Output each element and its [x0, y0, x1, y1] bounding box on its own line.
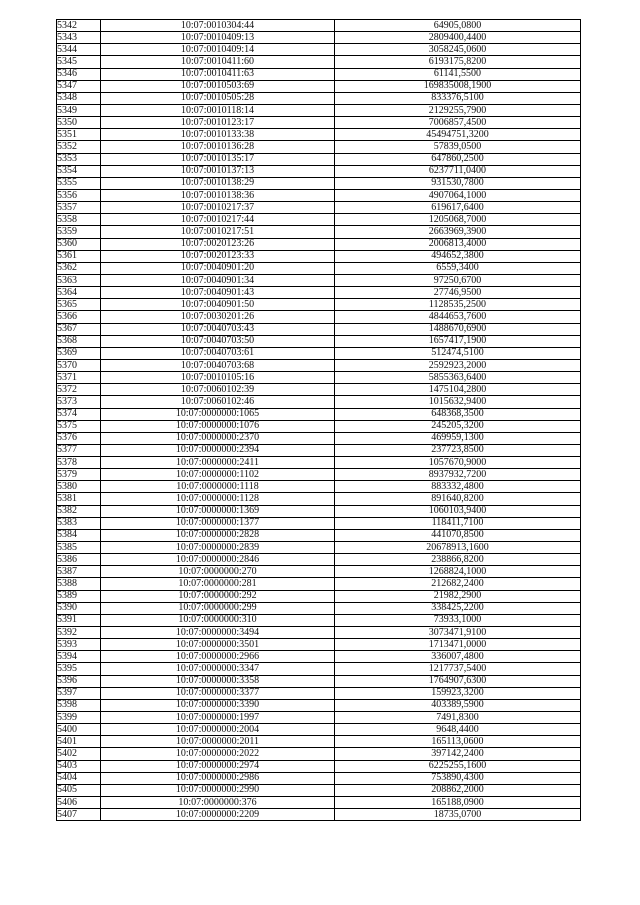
value-cell: 1217737,5400: [335, 663, 581, 675]
row-number-cell: 5347: [57, 80, 101, 92]
value-cell: 27746,9500: [335, 287, 581, 299]
table-row: [57, 712, 581, 724]
table-row: [57, 238, 581, 250]
table-row: [57, 432, 581, 444]
value-cell: 1657417,1900: [335, 335, 581, 347]
value-cell: 1488670,6900: [335, 323, 581, 335]
row-number-cell: 5359: [57, 226, 101, 238]
table-row: [57, 663, 581, 675]
cadastral-number-cell: 10:07:0010409:14: [101, 44, 335, 56]
cadastral-number-cell: 10:07:0040901:20: [101, 262, 335, 274]
table-row: [57, 274, 581, 286]
table-row: [57, 311, 581, 323]
table-row: [57, 323, 581, 335]
table-row: [57, 56, 581, 68]
value-cell: 6237711,0400: [335, 165, 581, 177]
value-cell: 57839,0500: [335, 141, 581, 153]
table-body: [57, 20, 581, 821]
cadastral-number-cell: 10:07:0060102:39: [101, 384, 335, 396]
value-cell: 441070,8500: [335, 529, 581, 541]
row-number-cell: 5372: [57, 384, 101, 396]
table-row: [57, 335, 581, 347]
table-row: [57, 141, 581, 153]
row-number-cell: 5395: [57, 663, 101, 675]
cadastral-number-cell: 10:07:0010135:17: [101, 153, 335, 165]
row-number-cell: 5371: [57, 372, 101, 384]
value-cell: 338425,2200: [335, 602, 581, 614]
table-row: [57, 32, 581, 44]
table-row: [57, 250, 581, 262]
row-number-cell: 5378: [57, 457, 101, 469]
cadastral-number-cell: 10:07:0000000:2839: [101, 542, 335, 554]
row-number-cell: 5386: [57, 554, 101, 566]
row-number-cell: 5402: [57, 748, 101, 760]
row-number-cell: 5349: [57, 104, 101, 116]
table-row: [57, 44, 581, 56]
table-row: [57, 699, 581, 711]
row-number-cell: 5350: [57, 117, 101, 129]
value-cell: 1205068,7000: [335, 214, 581, 226]
table-row: [57, 809, 581, 821]
value-cell: 1764907,6300: [335, 675, 581, 687]
row-number-cell: 5351: [57, 129, 101, 141]
table-row: [57, 202, 581, 214]
table-row: [57, 214, 581, 226]
row-number-cell: 5380: [57, 481, 101, 493]
cadastral-number-cell: 10:07:0040901:34: [101, 274, 335, 286]
table-row: [57, 129, 581, 141]
cadastral-number-cell: 10:07:0010133:38: [101, 129, 335, 141]
value-cell: 403389,5900: [335, 699, 581, 711]
row-number-cell: 5375: [57, 420, 101, 432]
table-row: [57, 614, 581, 626]
value-cell: 1057670,9000: [335, 457, 581, 469]
cadastral-number-cell: 10:07:0010118:14: [101, 104, 335, 116]
cadastral-number-cell: 10:07:0000000:1997: [101, 712, 335, 724]
cadastral-number-cell: 10:07:0040703:43: [101, 323, 335, 335]
cadastral-number-cell: 10:07:0000000:3501: [101, 639, 335, 651]
row-number-cell: 5370: [57, 359, 101, 371]
cadastral-number-cell: 10:07:0000000:2846: [101, 554, 335, 566]
cadastral-number-cell: 10:07:0010411:63: [101, 68, 335, 80]
cadastral-number-cell: 10:07:0000000:1128: [101, 493, 335, 505]
cadastral-number-cell: 10:07:0000000:3390: [101, 699, 335, 711]
cadastral-number-cell: 10:07:0000000:3377: [101, 687, 335, 699]
row-number-cell: 5343: [57, 32, 101, 44]
table-row: [57, 80, 581, 92]
value-cell: 6193175,8200: [335, 56, 581, 68]
row-number-cell: 5344: [57, 44, 101, 56]
value-cell: 1475104,2800: [335, 384, 581, 396]
table-row: [57, 590, 581, 602]
table-row: [57, 359, 581, 371]
cadastral-number-cell: 10:07:0010217:37: [101, 202, 335, 214]
table-row: [57, 104, 581, 116]
cadastral-number-cell: 10:07:0000000:2209: [101, 809, 335, 821]
row-number-cell: 5391: [57, 614, 101, 626]
table-row: [57, 469, 581, 481]
value-cell: 494652,3800: [335, 250, 581, 262]
cadastral-number-cell: 10:07:0010503:69: [101, 80, 335, 92]
value-cell: 237723,8500: [335, 444, 581, 456]
table-row: [57, 748, 581, 760]
table-row: [57, 554, 581, 566]
cadastral-number-cell: 10:07:0000000:299: [101, 602, 335, 614]
cadastral-number-cell: 10:07:0020123:33: [101, 250, 335, 262]
value-cell: 238866,8200: [335, 554, 581, 566]
row-number-cell: 5381: [57, 493, 101, 505]
cadastral-number-cell: 10:07:0000000:2411: [101, 457, 335, 469]
table-row: [57, 189, 581, 201]
cadastral-number-cell: 10:07:0000000:1065: [101, 408, 335, 420]
cadastral-number-cell: 10:07:0030201:26: [101, 311, 335, 323]
value-cell: 169835008,1900: [335, 80, 581, 92]
table-row: [57, 287, 581, 299]
value-cell: 4844653,7600: [335, 311, 581, 323]
row-number-cell: 5364: [57, 287, 101, 299]
value-cell: 1713471,0000: [335, 639, 581, 651]
value-cell: 397142,2400: [335, 748, 581, 760]
row-number-cell: 5389: [57, 590, 101, 602]
value-cell: 97250,6700: [335, 274, 581, 286]
table-row: [57, 651, 581, 663]
value-cell: 9648,4400: [335, 724, 581, 736]
cadastral-number-cell: 10:07:0010411:60: [101, 56, 335, 68]
cadastral-number-cell: 10:07:0000000:310: [101, 614, 335, 626]
row-number-cell: 5353: [57, 153, 101, 165]
value-cell: 469959,1300: [335, 432, 581, 444]
row-number-cell: 5348: [57, 92, 101, 104]
cadastral-number-cell: 10:07:0010304:44: [101, 20, 335, 32]
table-row: [57, 542, 581, 554]
cadastral-number-cell: 10:07:0000000:3494: [101, 627, 335, 639]
value-cell: 833376,5100: [335, 92, 581, 104]
value-cell: 883332,4800: [335, 481, 581, 493]
value-cell: 647860,2500: [335, 153, 581, 165]
value-cell: 753890,4300: [335, 772, 581, 784]
value-cell: 336007,4800: [335, 651, 581, 663]
cadastral-number-cell: 10:07:0010138:36: [101, 189, 335, 201]
value-cell: 619617,6400: [335, 202, 581, 214]
table-row: [57, 153, 581, 165]
row-number-cell: 5362: [57, 262, 101, 274]
row-number-cell: 5388: [57, 578, 101, 590]
cadastral-number-cell: 10:07:0040703:50: [101, 335, 335, 347]
table-row: [57, 226, 581, 238]
table-row: [57, 505, 581, 517]
cadastral-number-cell: 10:07:0000000:2990: [101, 784, 335, 796]
cadastral-number-cell: 10:07:0000000:2011: [101, 736, 335, 748]
row-number-cell: 5367: [57, 323, 101, 335]
value-cell: 2663969,3900: [335, 226, 581, 238]
value-cell: 165113,0600: [335, 736, 581, 748]
table-row: [57, 784, 581, 796]
cadastral-number-cell: 10:07:0010137:13: [101, 165, 335, 177]
table-row: [57, 724, 581, 736]
value-cell: 18735,0700: [335, 809, 581, 821]
table-row: [57, 602, 581, 614]
table-row: [57, 117, 581, 129]
value-cell: 159923,3200: [335, 687, 581, 699]
row-number-cell: 5392: [57, 627, 101, 639]
table-row: [57, 396, 581, 408]
row-number-cell: 5393: [57, 639, 101, 651]
cadastral-number-cell: 10:07:0000000:1076: [101, 420, 335, 432]
row-number-cell: 5369: [57, 347, 101, 359]
value-cell: 8937932,7200: [335, 469, 581, 481]
row-number-cell: 5342: [57, 20, 101, 32]
table-row: [57, 165, 581, 177]
cadastral-number-cell: 10:07:0000000:270: [101, 566, 335, 578]
row-number-cell: 5405: [57, 784, 101, 796]
row-number-cell: 5397: [57, 687, 101, 699]
table-row: [57, 444, 581, 456]
value-cell: 245205,3200: [335, 420, 581, 432]
value-cell: 1015632,9400: [335, 396, 581, 408]
value-cell: 208862,2000: [335, 784, 581, 796]
cadastral-number-cell: 10:07:0000000:2966: [101, 651, 335, 663]
table-row: [57, 687, 581, 699]
row-number-cell: 5383: [57, 517, 101, 529]
table-row: [57, 481, 581, 493]
cadastral-number-cell: 10:07:0060102:46: [101, 396, 335, 408]
row-number-cell: 5354: [57, 165, 101, 177]
value-cell: 512474,5100: [335, 347, 581, 359]
cadastral-number-cell: 10:07:0000000:376: [101, 797, 335, 809]
row-number-cell: 5404: [57, 772, 101, 784]
value-cell: 165188,0900: [335, 797, 581, 809]
cadastral-number-cell: 10:07:0040901:50: [101, 299, 335, 311]
table-row: [57, 493, 581, 505]
row-number-cell: 5406: [57, 797, 101, 809]
cadastral-number-cell: 10:07:0000000:1102: [101, 469, 335, 481]
table-row: [57, 760, 581, 772]
value-cell: 7006857,4500: [335, 117, 581, 129]
row-number-cell: 5365: [57, 299, 101, 311]
table-row: [57, 797, 581, 809]
table-row: [57, 177, 581, 189]
value-cell: 931530,7800: [335, 177, 581, 189]
cadastral-number-cell: 10:07:0000000:2828: [101, 529, 335, 541]
row-number-cell: 5382: [57, 505, 101, 517]
cadastral-number-cell: 10:07:0010505:28: [101, 92, 335, 104]
cadastral-number-cell: 10:07:0010136:28: [101, 141, 335, 153]
cadastral-number-cell: 10:07:0040901:43: [101, 287, 335, 299]
value-cell: 21982,2900: [335, 590, 581, 602]
value-cell: 3058245,0600: [335, 44, 581, 56]
value-cell: 2006813,4000: [335, 238, 581, 250]
table-row: [57, 299, 581, 311]
cadastral-number-cell: 10:07:0010409:13: [101, 32, 335, 44]
value-cell: 1060103,9400: [335, 505, 581, 517]
cadastral-number-cell: 10:07:0040703:61: [101, 347, 335, 359]
cadastral-value-table: [56, 19, 581, 821]
row-number-cell: 5396: [57, 675, 101, 687]
table-row: [57, 675, 581, 687]
cadastral-number-cell: 10:07:0000000:2974: [101, 760, 335, 772]
row-number-cell: 5398: [57, 699, 101, 711]
table-row: [57, 517, 581, 529]
value-cell: 1128535,2500: [335, 299, 581, 311]
cadastral-number-cell: 10:07:0010123:17: [101, 117, 335, 129]
row-number-cell: 5346: [57, 68, 101, 80]
value-cell: 2592923,2000: [335, 359, 581, 371]
cadastral-number-cell: 10:07:0000000:1377: [101, 517, 335, 529]
table-row: [57, 457, 581, 469]
row-number-cell: 5368: [57, 335, 101, 347]
row-number-cell: 5376: [57, 432, 101, 444]
cadastral-number-cell: 10:07:0020123:26: [101, 238, 335, 250]
cadastral-number-cell: 10:07:0010105:16: [101, 372, 335, 384]
value-cell: 7491,8300: [335, 712, 581, 724]
row-number-cell: 5363: [57, 274, 101, 286]
value-cell: 6225255,1600: [335, 760, 581, 772]
table-row: [57, 736, 581, 748]
value-cell: 45494751,3200: [335, 129, 581, 141]
row-number-cell: 5374: [57, 408, 101, 420]
cadastral-number-cell: 10:07:0000000:292: [101, 590, 335, 602]
value-cell: 20678913,1600: [335, 542, 581, 554]
cadastral-number-cell: 10:07:0040703:68: [101, 359, 335, 371]
row-number-cell: 5373: [57, 396, 101, 408]
row-number-cell: 5400: [57, 724, 101, 736]
cadastral-number-cell: 10:07:0010217:51: [101, 226, 335, 238]
cadastral-number-cell: 10:07:0000000:3358: [101, 675, 335, 687]
table-row: [57, 772, 581, 784]
row-number-cell: 5403: [57, 760, 101, 772]
value-cell: 73933,1000: [335, 614, 581, 626]
cadastral-number-cell: 10:07:0000000:2022: [101, 748, 335, 760]
value-cell: 6559,3400: [335, 262, 581, 274]
table-row: [57, 408, 581, 420]
table-row: [57, 420, 581, 432]
row-number-cell: 5387: [57, 566, 101, 578]
table-row: [57, 20, 581, 32]
cadastral-number-cell: 10:07:0010217:44: [101, 214, 335, 226]
row-number-cell: 5407: [57, 809, 101, 821]
cadastral-number-cell: 10:07:0000000:2394: [101, 444, 335, 456]
table-row: [57, 639, 581, 651]
cadastral-number-cell: 10:07:0000000:2370: [101, 432, 335, 444]
value-cell: 5855363,6400: [335, 372, 581, 384]
value-cell: 61141,5500: [335, 68, 581, 80]
cadastral-number-cell: 10:07:0010138:29: [101, 177, 335, 189]
table-row: [57, 578, 581, 590]
value-cell: 648368,3500: [335, 408, 581, 420]
value-cell: 2809400,4400: [335, 32, 581, 44]
row-number-cell: 5390: [57, 602, 101, 614]
cadastral-number-cell: 10:07:0000000:1118: [101, 481, 335, 493]
table-row: [57, 384, 581, 396]
value-cell: 1268824,1000: [335, 566, 581, 578]
row-number-cell: 5394: [57, 651, 101, 663]
cadastral-number-cell: 10:07:0000000:3347: [101, 663, 335, 675]
row-number-cell: 5401: [57, 736, 101, 748]
row-number-cell: 5360: [57, 238, 101, 250]
value-cell: 4907064,1000: [335, 189, 581, 201]
row-number-cell: 5385: [57, 542, 101, 554]
row-number-cell: 5361: [57, 250, 101, 262]
row-number-cell: 5366: [57, 311, 101, 323]
value-cell: 2129255,7900: [335, 104, 581, 116]
table-row: [57, 372, 581, 384]
value-cell: 212682,2400: [335, 578, 581, 590]
row-number-cell: 5355: [57, 177, 101, 189]
table-row: [57, 529, 581, 541]
row-number-cell: 5384: [57, 529, 101, 541]
table-row: [57, 627, 581, 639]
row-number-cell: 5358: [57, 214, 101, 226]
table-row: [57, 347, 581, 359]
table-row: [57, 566, 581, 578]
value-cell: 3073471,9100: [335, 627, 581, 639]
row-number-cell: 5357: [57, 202, 101, 214]
row-number-cell: 5377: [57, 444, 101, 456]
table-row: [57, 262, 581, 274]
table-row: [57, 92, 581, 104]
row-number-cell: 5345: [57, 56, 101, 68]
cadastral-number-cell: 10:07:0000000:2004: [101, 724, 335, 736]
row-number-cell: 5379: [57, 469, 101, 481]
value-cell: 64905,0800: [335, 20, 581, 32]
value-cell: 891640,8200: [335, 493, 581, 505]
cadastral-number-cell: 10:07:0000000:281: [101, 578, 335, 590]
row-number-cell: 5399: [57, 712, 101, 724]
value-cell: 118411,7100: [335, 517, 581, 529]
cadastral-number-cell: 10:07:0000000:2986: [101, 772, 335, 784]
table-row: [57, 68, 581, 80]
row-number-cell: 5356: [57, 189, 101, 201]
cadastral-number-cell: 10:07:0000000:1369: [101, 505, 335, 517]
row-number-cell: 5352: [57, 141, 101, 153]
